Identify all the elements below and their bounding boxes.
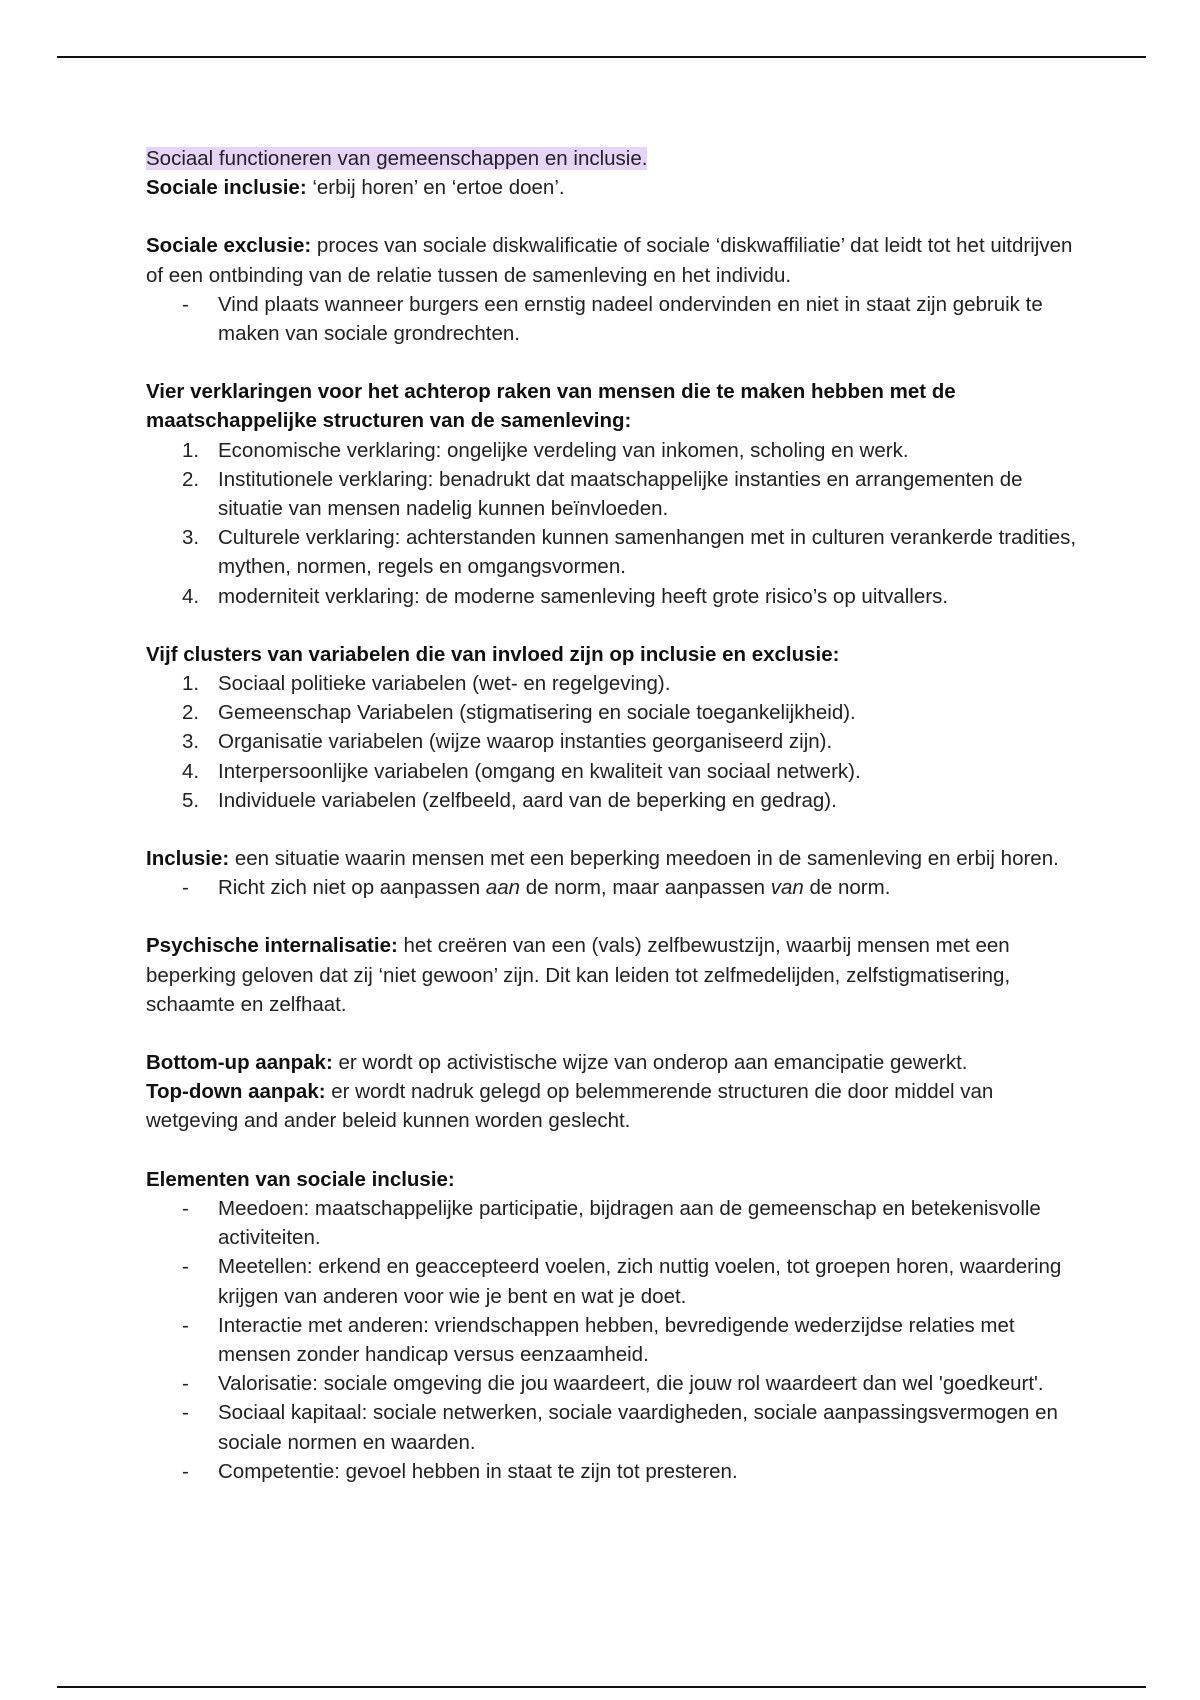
inclusie-definition: Inclusie: een situatie waarin mensen met een beperking meedoen in de samenleving en erbij horen. xyxy=(146,847,1059,871)
list-item: - Vind plaats wanneer burgers een ernstig nadeel ondervinden en niet in staat zijn gebruik te maken van sociale grondrechten. xyxy=(182,292,1043,346)
verklaringen-heading: Vier verklaringen voor het achterop raken van mensen die te maken hebben met de maatschappelijke structuren van de samenleving: xyxy=(146,380,956,433)
list-item: 3. Culturele verklaring: achterstanden kunnen samenhangen met in culturen verankerde tradities, mythen, normen, regels en omgangsvormen. xyxy=(182,526,1077,579)
sociale-exclusie-bullets xyxy=(146,290,1086,348)
list-item: 2. Institutionele verklaring: benadrukt dat maatschappelijke instanties en arrangementen de situatie van mensen nadelig kunnen beïnvloeden. xyxy=(182,467,1023,521)
header-rule xyxy=(57,56,1146,58)
list-item: 5. Individuele variabelen (zelfbeeld, aard van de beperking en gedrag). xyxy=(182,788,837,812)
elementen-list xyxy=(146,1194,1086,1486)
bottom-up-definition: Bottom-up aanpak: er wordt op activistische wijze van onderop aan emancipatie gewerkt. xyxy=(146,1051,968,1075)
list-item: - Richt zich niet op aanpassen aan de norm, maar aanpassen van de norm. xyxy=(182,876,891,900)
list-item: - Competentie: gevoel hebben in staat te zijn tot presteren. xyxy=(182,1459,738,1483)
list-item: 4. Interpersoonlijke variabelen (omgang en kwaliteit van sociaal netwerk). xyxy=(182,759,861,783)
list-item: - Sociaal kapitaal: sociale netwerken, sociale vaardigheden, sociale aanpassingsvermogen en sociale normen en waarden. xyxy=(182,1401,1058,1454)
internalisatie-definition: Psychische internalisatie: het creëren van een (vals) zelfbewustzijn, waarbij mensen met een beperking geloven dat zij ‘niet gewoon’ zijn. Dit kan leiden tot zelfmedelijden, zelfstigmatisering, schaamte en zelfhaat. xyxy=(146,934,1011,1016)
list-item: - Meedoen: maatschappelijke participatie, bijdragen aan de gemeenschap en betekenisvolle activiteiten. xyxy=(182,1196,1041,1250)
list-item: 1. Economische verklaring: ongelijke verdeling van inkomen, scholing en werk. xyxy=(182,438,909,462)
list-item: - Meetellen: erkend en geaccepteerd voelen, zich nuttig voelen, tot groepen horen, waardering krijgen van anderen voor wie je bent en wat je doet. xyxy=(182,1255,1062,1308)
clusters-list xyxy=(146,669,1086,815)
verklaringen-list xyxy=(146,436,1086,611)
footer-rule xyxy=(57,1686,1146,1688)
list-item: 4. moderniteit verklaring: de moderne samenleving heeft grote risico’s op uitvallers. xyxy=(182,584,949,608)
sociale-inclusie-definition: Sociale inclusie: ‘erbij horen’ en ‘ertoe doen’. xyxy=(146,176,565,200)
clusters-heading: Vijf clusters van variabelen die van invloed zijn op inclusie en exclusie: xyxy=(146,642,840,666)
sociale-exclusie-definition: Sociale exclusie: proces van sociale diskwalificatie of sociale ‘diskwaffiliatie’ dat leidt tot het uitdrijven of een ontbinding van de relatie tussen de samenleving en het individu. xyxy=(146,234,1073,287)
list-item: - Interactie met anderen: vriendschappen hebben, bevredigende wederzijdse relaties met mensen zonder handicap versus eenzaamheid. xyxy=(182,1313,1015,1366)
document-body xyxy=(146,144,1086,1486)
elementen-heading: Elementen van sociale inclusie: xyxy=(146,1167,455,1191)
list-item: 3. Organisatie variabelen (wijze waarop instanties georganiseerd zijn). xyxy=(182,730,833,754)
list-item: 1. Sociaal politieke variabelen (wet- en regelgeving). xyxy=(182,672,671,696)
inclusie-bullets xyxy=(146,873,1086,902)
document-title: Sociaal functioneren van gemeenschappen en inclusie. xyxy=(146,147,648,170)
top-down-definition: Top-down aanpak: er wordt nadruk gelegd op belemmerende structuren die door middel van wetgeving and ander beleid kunnen worden geslecht. xyxy=(146,1080,994,1133)
list-item: - Valorisatie: sociale omgeving die jou waardeert, die jouw rol waardeert dan wel 'goedkeurt'. xyxy=(182,1372,1044,1396)
list-item: 2. Gemeenschap Variabelen (stigmatisering en sociale toegankelijkheid). xyxy=(182,701,856,725)
